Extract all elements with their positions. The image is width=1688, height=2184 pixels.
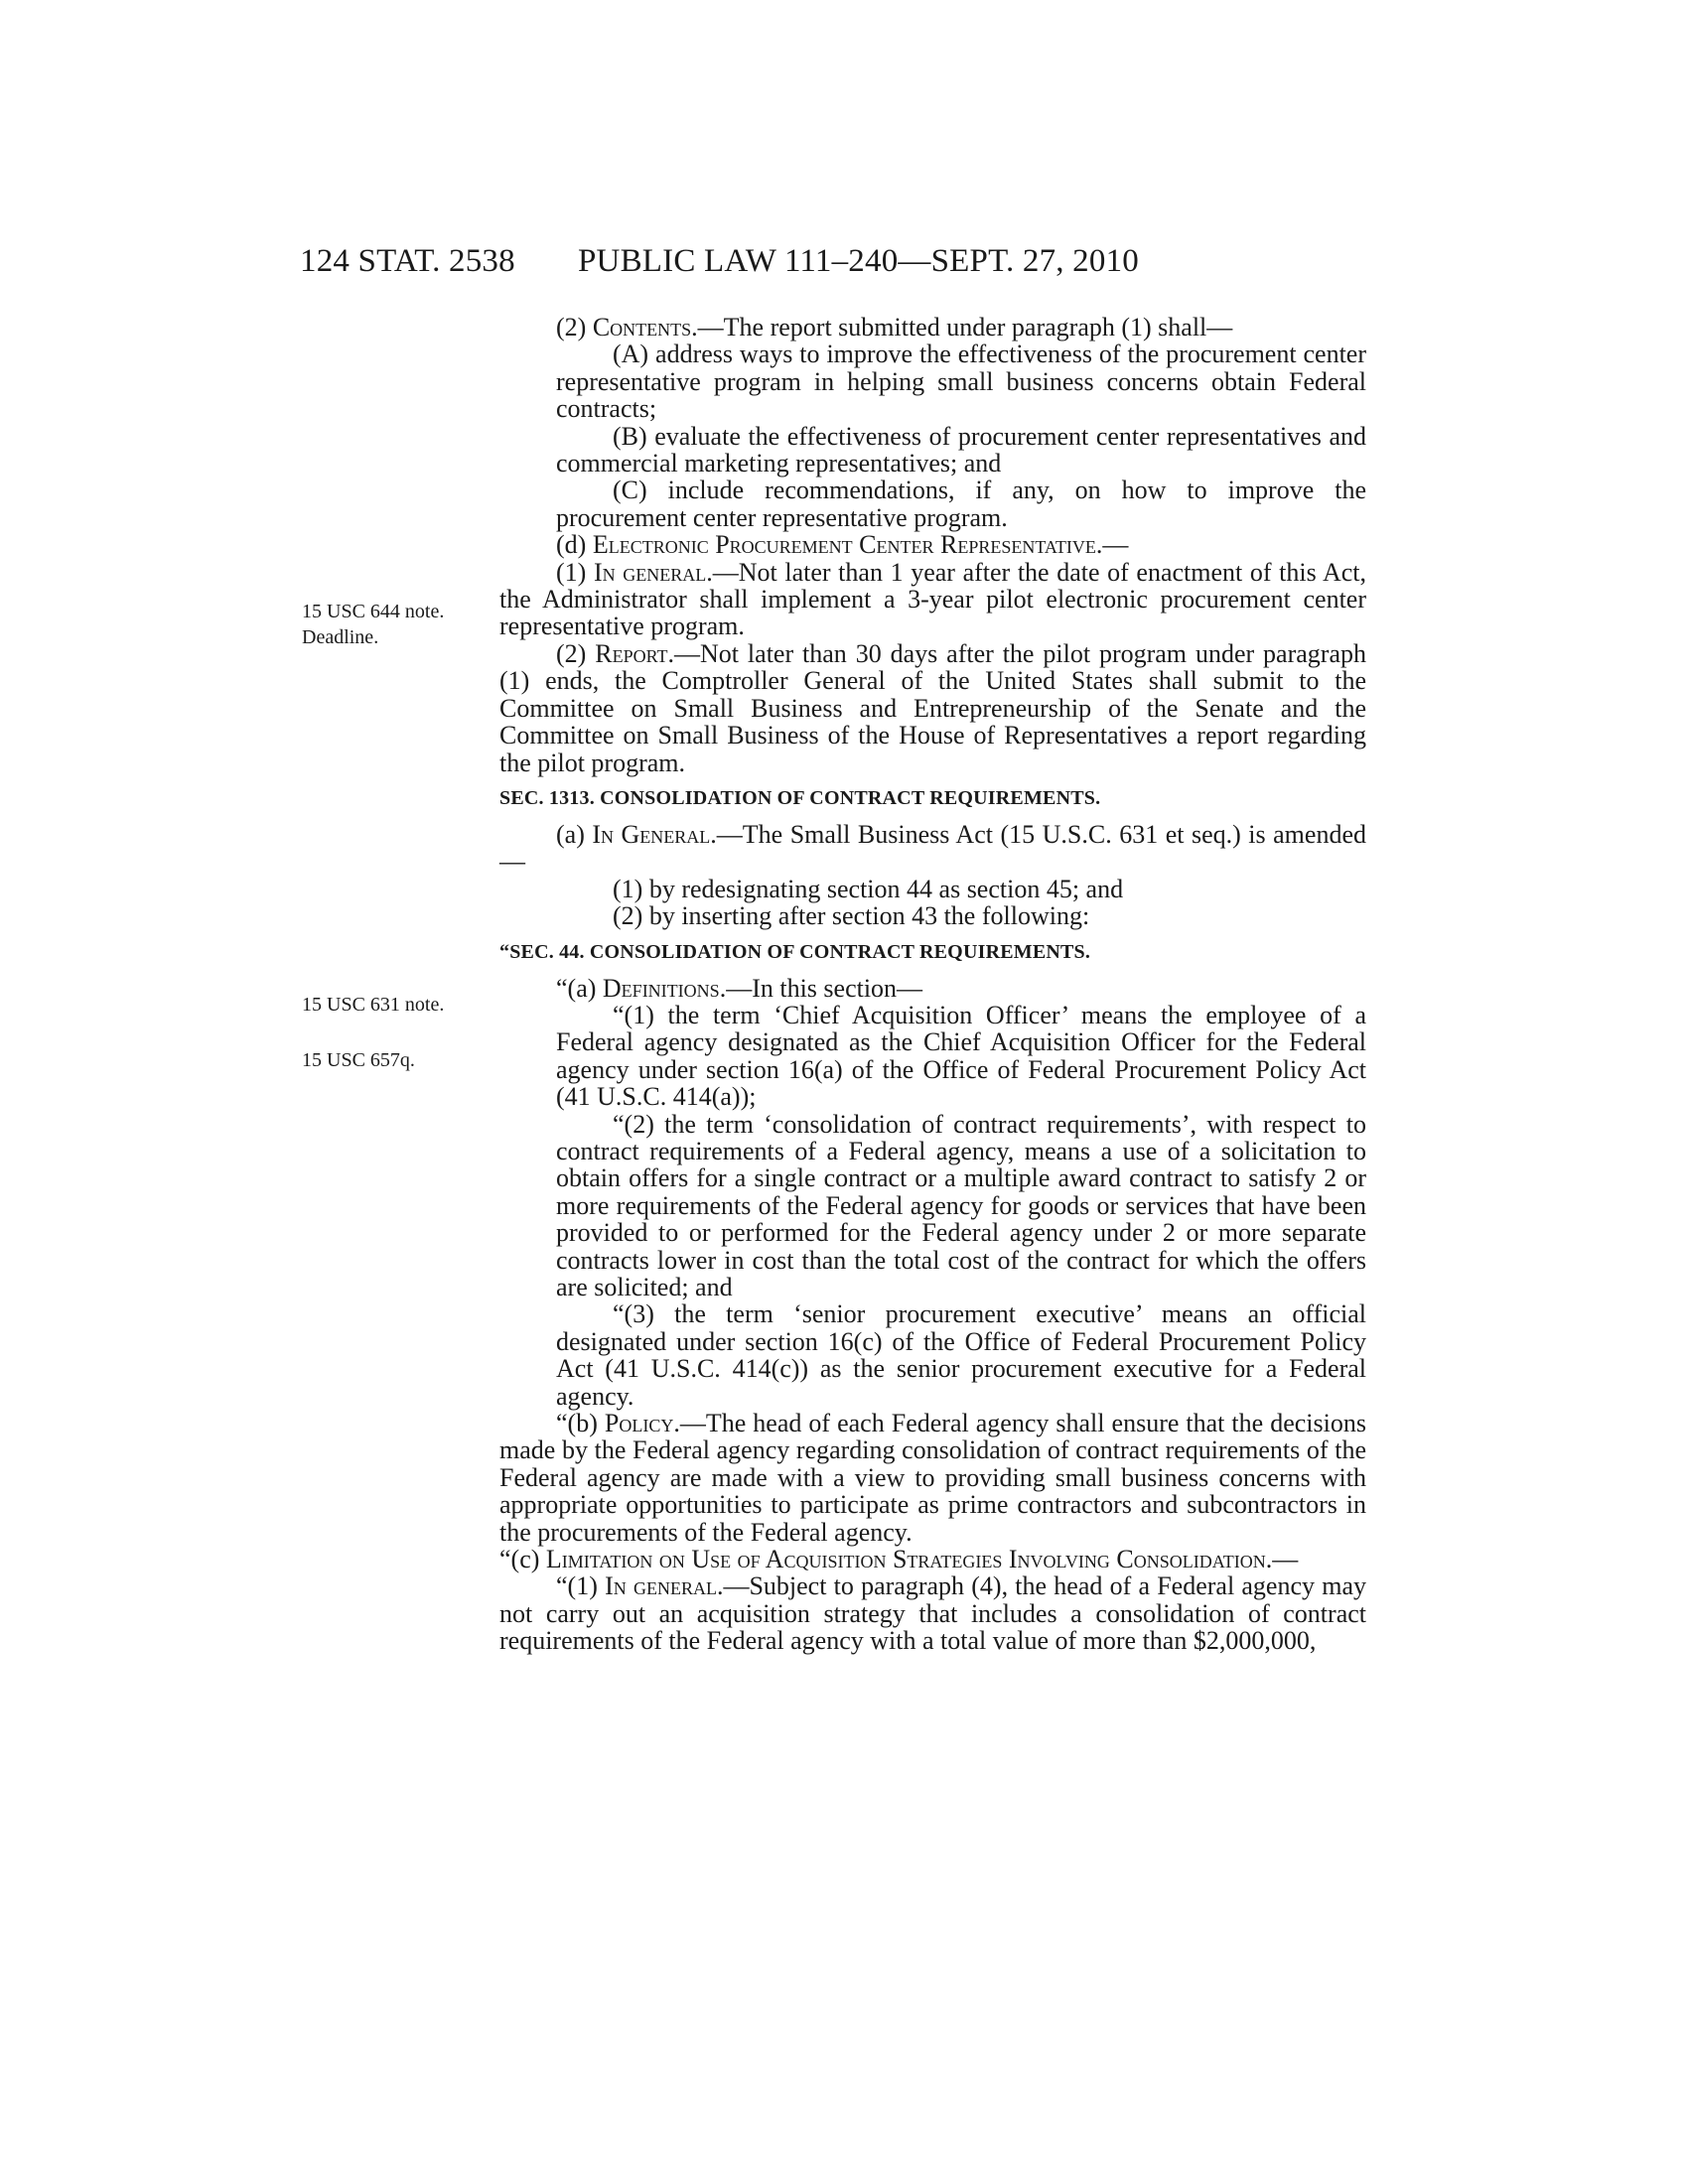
paragraph-c-recommendations: (C) include recommendations, if any, on how to improve the procurement center representative program. <box>556 476 1366 532</box>
paragraph-2-inserting: (2) by inserting after section 43 the following: <box>613 901 1090 931</box>
statute-page-number: 124 STAT. 2538 <box>300 243 515 279</box>
definition-1-cao: “(1) the term ‘Chief Acquisition Officer’ means the employee of a Federal agency designated as the Chief Acquisition Officer for the Federal agency under section 16(a) of the Office of Federal Procurement Policy Act (41 U.S.C. 414(a)); <box>556 1000 1366 1112</box>
paragraph-1-in-general-limitation: “(1) In general.—Subject to paragraph (4), the head of a Federal agency may not carry out an acquisition strategy that includes a consolidation of contract requirements of the Federal agency with a total value of more than $2,000,000, <box>499 1571 1366 1656</box>
paragraph-2-contents: (2) Contents.—The report submitted under paragraph (1) shall— <box>556 313 1233 341</box>
subsection-d-heading: (d) Electronic Procurement Center Representative.— <box>556 530 1129 560</box>
paragraph-b-evaluate: (B) evaluate the effectiveness of procurement center representatives and commercial marketing representatives; and <box>556 421 1366 478</box>
section-1313-heading: SEC. 1313. CONSOLIDATION OF CONTRACT REQUIREMENTS. <box>499 786 1101 809</box>
definition-3-senior-procurement: “(3) the term ‘senior procurement executive’ means an official designated under section 16(c) of the Office of Federal Procurement Policy Act (41 U.S.C. 414(c)) as the senior procurement executive for a Federal agency. <box>556 1299 1366 1411</box>
body-text <box>499 314 1366 1655</box>
definition-2-consolidation: “(2) the term ‘consolidation of contract requirements’, with respect to contract requirements of a Federal agency, means a use of a solicitation to obtain offers for a single contract or a multiple award contract to satisfy 2 or more requirements of the Federal agency for goods or services that have been provided to or performed for the Federal agency under 2 or more separate contracts lower in cost than the total cost of the contract for which the offers are solicited; and <box>556 1109 1366 1301</box>
margin-note-15usc644: 15 USC 644 note. <box>302 601 445 622</box>
margin-note-15usc631: 15 USC 631 note. <box>302 994 445 1016</box>
margin-note-15usc657q: 15 USC 657q. <box>302 1049 415 1071</box>
subsection-a-definitions: “(a) Definitions.—In this section— <box>556 973 923 1003</box>
running-header-title: PUBLIC LAW 111–240—SEPT. 27, 2010 <box>578 243 1139 279</box>
subsection-b-policy: “(b) Policy.—The head of each Federal agency shall ensure that the decisions made by the Federal agency regarding consolidation of contract requirements of the Federal agency are made with a view to providing small business concerns with appropriate opportunities to participate as prime contractors and subcontractors in the procurements of the Federal agency. <box>499 1409 1366 1547</box>
subsection-c-limitation: “(c) Limitation on Use of Acquisition Strategies Involving Consolidation.— <box>499 1545 1299 1574</box>
paragraph-1-redesignating: (1) by redesignating section 44 as section 45; and <box>613 874 1124 903</box>
paragraph-2-report: (2) Report.—Not later than 30 days after the pilot program under paragraph (1) ends, the Comptroller General of the United States shall submit to the Committee on Small Business and Entrepreneurship of the Senate and the Committee on Small Business of the House of Representatives a report regarding the pilot program. <box>499 638 1366 777</box>
subsection-a-in-general: (a) In General.—The Small Business Act (15 U.S.C. 631 et seq.) is amended— <box>499 819 1366 877</box>
paragraph-1-in-general: (1) In general.—Not later than 1 year after the date of enactment of this Act, the Administrator shall implement a 3-year pilot electronic procurement center representative program. <box>499 557 1366 641</box>
section-44-heading: “SEC. 44. CONSOLIDATION OF CONTRACT REQUIREMENTS. <box>499 940 1091 963</box>
margin-note-deadline: Deadline. <box>302 626 379 648</box>
paragraph-a-address: (A) address ways to improve the effectiveness of the procurement center representative program in helping small business concerns obtain Federal contracts; <box>556 340 1366 424</box>
